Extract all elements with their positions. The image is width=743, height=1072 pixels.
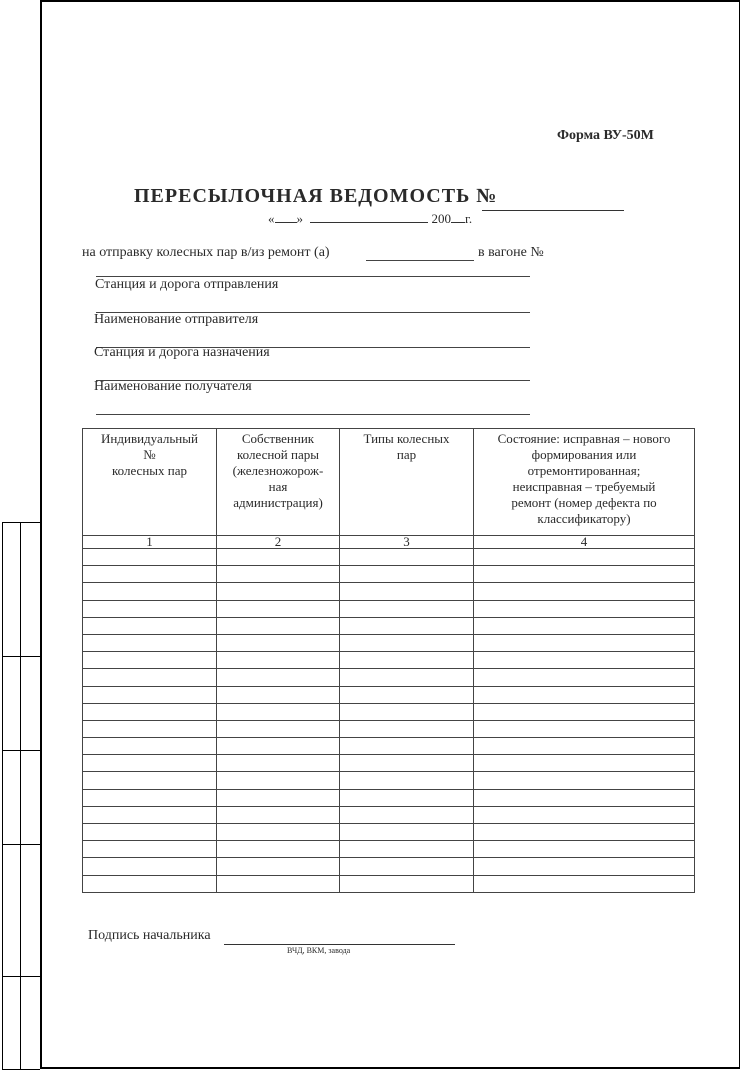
document-number-blank[interactable] [482,210,624,211]
table-cell[interactable] [340,583,474,600]
receiver-name-label: Наименование получателя [94,379,252,394]
repair-blank[interactable] [366,260,474,261]
table-cell[interactable] [217,583,340,600]
table-cell[interactable] [217,686,340,703]
table-cell[interactable] [474,549,695,566]
table-cell[interactable] [83,549,217,566]
table-row [83,652,695,669]
table-cell[interactable] [340,617,474,634]
table-cell[interactable] [474,652,695,669]
table-row [83,703,695,720]
table-cell[interactable] [217,600,340,617]
table-cell[interactable] [340,772,474,789]
table-row [83,549,695,566]
table-cell[interactable] [340,634,474,651]
departure-station-label: Станция и дорога отправления [95,277,279,292]
sender-name-label: Наименование отправителя [94,312,259,327]
stamp-strip [2,522,40,1070]
table-row [83,738,695,755]
table-row [83,772,695,789]
table-row [83,686,695,703]
month-blank[interactable] [310,210,428,223]
receiver-name-line[interactable] [96,414,530,415]
header-id: Индивидуальный № колесных пар [83,429,217,536]
table-cell[interactable] [217,549,340,566]
table-cell[interactable] [83,720,217,737]
table-cell[interactable] [474,738,695,755]
table-cell[interactable] [217,858,340,875]
table-cell[interactable] [83,634,217,651]
table-cell[interactable] [217,617,340,634]
day-blank[interactable] [275,210,297,223]
table-cell[interactable] [340,686,474,703]
year-blank[interactable] [451,210,465,223]
table-cell[interactable] [340,669,474,686]
table-cell[interactable] [83,583,217,600]
table-cell[interactable] [474,755,695,772]
table-row [83,789,695,806]
table-cell[interactable] [474,841,695,858]
table-cell[interactable] [340,755,474,772]
table-row [83,720,695,737]
table-row [83,858,695,875]
table-cell[interactable] [217,720,340,737]
column-number: 2 [217,536,340,549]
table-cell[interactable] [83,841,217,858]
table-cell[interactable] [83,858,217,875]
table-cell[interactable] [474,634,695,651]
table-cell[interactable] [474,772,695,789]
table-cell[interactable] [340,549,474,566]
table-row [83,634,695,651]
table-cell[interactable] [340,841,474,858]
table-cell[interactable] [83,789,217,806]
table-cell[interactable] [217,755,340,772]
wagon-label: в вагоне № [478,245,544,260]
table-row [83,806,695,823]
table-cell[interactable] [83,652,217,669]
table-row [83,841,695,858]
form-code: Форма ВУ-50М [557,128,654,143]
table-row [83,669,695,686]
table-cell[interactable] [340,789,474,806]
table-cell[interactable] [83,806,217,823]
wheelset-table [82,428,695,893]
table-cell[interactable] [340,652,474,669]
table-cell[interactable] [217,634,340,651]
table-cell[interactable] [474,858,695,875]
column-number: 1 [83,536,217,549]
table-cell[interactable] [217,875,340,892]
table-cell[interactable] [83,669,217,686]
table-cell[interactable] [83,703,217,720]
dispatch-label: на отправку колесных пар в/из ремонт (а) [82,245,330,260]
table-cell[interactable] [217,566,340,583]
table-cell[interactable] [83,738,217,755]
table-cell[interactable] [474,583,695,600]
table-cell[interactable] [474,720,695,737]
table-cell[interactable] [83,755,217,772]
table-cell[interactable] [83,686,217,703]
signature-label: Подпись начальника [88,928,211,943]
table-cell[interactable] [474,686,695,703]
header-type: Типы колесных пар [340,429,474,536]
column-number: 3 [340,536,474,549]
table-cell[interactable] [340,720,474,737]
table-cell[interactable] [474,669,695,686]
table-cell[interactable] [83,617,217,634]
table-cell[interactable] [83,875,217,892]
table-cell[interactable] [474,789,695,806]
table-row [83,824,695,841]
table-cell[interactable] [474,824,695,841]
header-owner: Собственник колесной пары (железножорож- ная администрация) [217,429,340,536]
table-cell[interactable] [474,617,695,634]
table-cell[interactable] [217,738,340,755]
table-cell[interactable] [83,566,217,583]
table-cell[interactable] [340,858,474,875]
table-cell[interactable] [474,600,695,617]
table-cell[interactable] [217,703,340,720]
table-row [83,617,695,634]
table-cell[interactable] [474,806,695,823]
table-cell[interactable] [217,806,340,823]
document-title: ПЕРЕСЫЛОЧНАЯ ВЕДОМОСТЬ № [134,185,498,207]
table-cell[interactable] [340,806,474,823]
table-cell[interactable] [217,824,340,841]
date-row: « » 200 г. [268,211,473,226]
table-cell[interactable] [83,600,217,617]
table-row [83,875,695,892]
header-condition: Состояние: исправная – нового формирования или отремонтированная; неисправная – требуемый ремонт (номер дефекта по классификатору) [474,429,695,536]
signature-sublabel: ВЧД, ВКМ, завода [287,946,351,955]
table-cell[interactable] [83,772,217,789]
table-cell[interactable] [340,824,474,841]
table-cell[interactable] [217,772,340,789]
table-cell[interactable] [474,566,695,583]
table-row [83,600,695,617]
destination-station-label: Станция и дорога назначения [94,345,270,360]
table-cell[interactable] [83,824,217,841]
table-cell[interactable] [340,875,474,892]
table-cell[interactable] [217,652,340,669]
table-cell[interactable] [340,703,474,720]
table-row [83,755,695,772]
table-cell[interactable] [340,566,474,583]
table-row [83,566,695,583]
table-cell[interactable] [474,703,695,720]
table-cell[interactable] [340,738,474,755]
table-cell[interactable] [217,669,340,686]
signature-line[interactable] [224,944,455,945]
column-number: 4 [474,536,695,549]
table-cell[interactable] [474,875,695,892]
table-cell[interactable] [217,841,340,858]
table-row [83,583,695,600]
table-cell[interactable] [217,789,340,806]
table-cell[interactable] [340,600,474,617]
